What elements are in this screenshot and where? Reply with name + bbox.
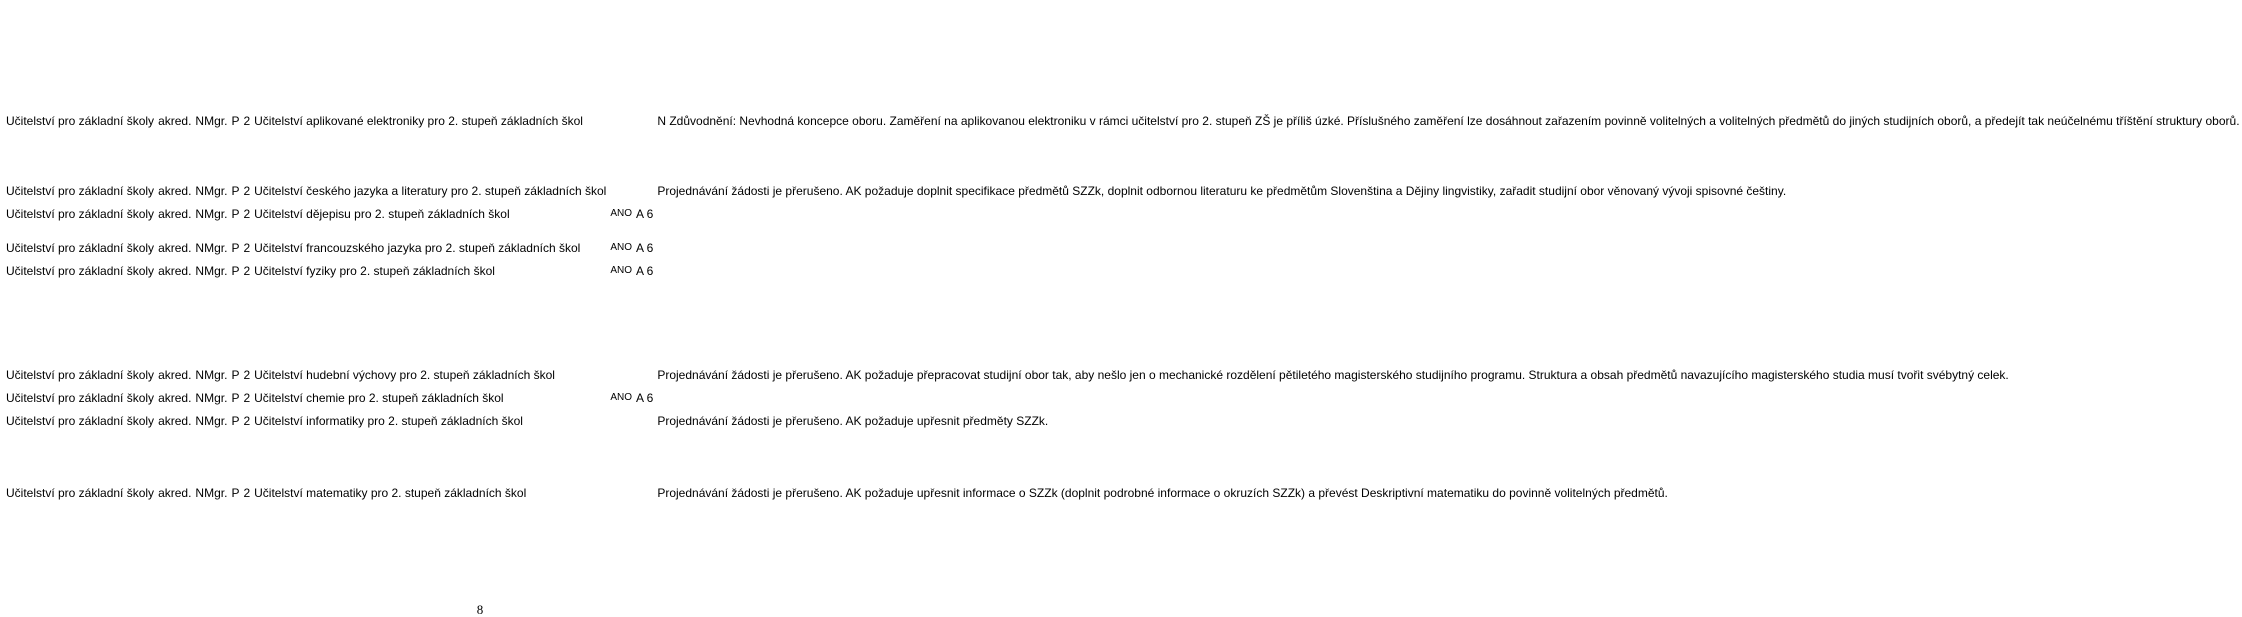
decision-cell	[608, 278, 634, 382]
table-row	[4, 128, 2242, 198]
accreditation-type-cell: akred.	[158, 184, 192, 198]
table-row	[4, 221, 2242, 255]
study-length-cell: 2	[243, 207, 251, 221]
accreditation-term-cell	[634, 428, 655, 500]
table-row	[4, 382, 2242, 405]
accreditation-type-cell: akred.	[158, 241, 192, 255]
table-row	[4, 198, 2242, 221]
study-length-cell: 2	[243, 241, 251, 255]
accreditation-type-cell: akred.	[158, 391, 192, 405]
study-form-cell: P	[231, 184, 240, 198]
page-number: 8	[476, 602, 484, 617]
study-length-cell: 2	[243, 391, 251, 405]
commission-note-cell	[655, 382, 2241, 405]
accreditation-type-cell: akred.	[158, 114, 192, 128]
study-program-cell: Učitelství pro základní školy	[6, 114, 155, 128]
study-field-cell: Učitelství informatiky pro 2. stupeň základních škol	[254, 414, 523, 428]
degree-cell: NMgr.	[195, 391, 228, 405]
accreditation-term-cell: A 6	[635, 391, 654, 405]
commission-note-cell	[655, 221, 2241, 255]
commission-note-cell: Projednávání žádosti je přerušeno. AK požaduje doplnit specifikace předmětů SZZk, doplnit odbornou literaturu ke předmětům Slovenština a Dějiny lingvistiky, zařadit studijní obor věnovaný vývoji spisovné češtiny.	[657, 184, 1787, 198]
study-field-cell: Učitelství fyziky pro 2. stupeň základních škol	[254, 264, 495, 278]
commission-note-cell: Projednávání žádosti je přerušeno. AK požaduje přepracovat studijní obor tak, aby nešlo jen o mechanické rozdělení pětiletého magisterského studijního programu. Struktura a obsah předmětů navazujícího magisterského studia musí tvořit svébytný celek.	[657, 368, 2009, 382]
degree-cell: NMgr.	[195, 241, 228, 255]
study-form-cell: P	[231, 241, 240, 255]
study-program-cell: Učitelství pro základní školy	[6, 368, 155, 382]
degree-cell: NMgr.	[195, 486, 228, 500]
study-length-cell: 2	[243, 368, 251, 382]
study-field-cell: Učitelství chemie pro 2. stupeň základních škol	[254, 391, 504, 405]
study-field-cell: Učitelství matematiky pro 2. stupeň základních škol	[254, 486, 527, 500]
commission-note-cell: Projednávání žádosti je přerušeno. AK požaduje upřesnit předměty SZZk.	[657, 414, 1049, 428]
study-program-cell: Učitelství pro základní školy	[6, 207, 155, 221]
study-length-cell: 2	[243, 486, 251, 500]
commission-note-cell: Projednávání žádosti je přerušeno. AK požaduje upřesnit informace o SZZk (doplnit podrobné informace o okruzích SZZk) a převést Deskriptivní matematiku do povinně volitelných předmětů.	[657, 486, 1668, 500]
accreditation-term-cell: A 6	[635, 264, 654, 278]
accreditation-table	[4, 0, 2242, 500]
accreditation-term-cell	[634, 278, 655, 382]
study-form-cell: P	[231, 486, 240, 500]
study-form-cell: P	[231, 414, 240, 428]
study-field-cell: Učitelství dějepisu pro 2. stupeň základních škol	[254, 207, 510, 221]
accreditation-term-cell	[634, 0, 655, 128]
accreditation-type-cell: akred.	[158, 207, 192, 221]
study-program-cell: Učitelství pro základní školy	[6, 264, 155, 278]
table-row	[4, 405, 2242, 428]
decision-cell: ANO	[610, 208, 632, 219]
table-row	[4, 0, 2242, 128]
accreditation-type-cell: akred.	[158, 414, 192, 428]
commission-note-cell: N Zdůvodnění: Nevhodná koncepce oboru. Zaměření na aplikovanou elektroniku v rámci učitelství pro 2. stupeň ZŠ je příliš úzké. Příslušného zaměření lze dosáhnout zařazením povinně volitelných a volitelných předmětů do jiných studijních oborů, a předejít tak neúčelnému tříštění struktury oborů.	[657, 114, 2240, 128]
degree-cell: NMgr.	[195, 207, 228, 221]
commission-note-cell	[655, 255, 2241, 278]
accreditation-type-cell: akred.	[158, 368, 192, 382]
table-row	[4, 255, 2242, 278]
study-form-cell: P	[231, 391, 240, 405]
table-row	[4, 278, 2242, 382]
accreditation-term-cell	[634, 405, 655, 428]
accreditation-type-cell: akred.	[158, 486, 192, 500]
study-field-cell: Učitelství aplikované elektroniky pro 2. stupeň základních škol	[254, 114, 583, 128]
decision-cell: ANO	[610, 242, 632, 253]
decision-cell	[608, 128, 634, 198]
accreditation-term-cell: A 6	[635, 241, 654, 255]
study-length-cell: 2	[243, 414, 251, 428]
decision-cell	[608, 405, 634, 428]
accreditation-term-cell: A 6	[635, 207, 654, 221]
study-field-cell: Učitelství českého jazyka a literatury pro 2. stupeň základních škol	[254, 184, 607, 198]
decision-cell	[608, 0, 634, 128]
degree-cell: NMgr.	[195, 184, 228, 198]
degree-cell: NMgr.	[195, 264, 228, 278]
degree-cell: NMgr.	[195, 368, 228, 382]
study-program-cell: Učitelství pro základní školy	[6, 414, 155, 428]
study-length-cell: 2	[243, 264, 251, 278]
table-row	[4, 428, 2242, 500]
study-field-cell: Učitelství hudební výchovy pro 2. stupeň základních škol	[254, 368, 555, 382]
study-program-cell: Učitelství pro základní školy	[6, 486, 155, 500]
study-form-cell: P	[231, 114, 240, 128]
study-form-cell: P	[231, 264, 240, 278]
study-form-cell: P	[231, 368, 240, 382]
study-length-cell: 2	[243, 184, 251, 198]
commission-note-cell	[655, 198, 2241, 221]
degree-cell: NMgr.	[195, 414, 228, 428]
study-length-cell: 2	[243, 114, 251, 128]
study-form-cell: P	[231, 207, 240, 221]
study-program-cell: Učitelství pro základní školy	[6, 241, 155, 255]
degree-cell: NMgr.	[195, 114, 228, 128]
decision-cell	[608, 428, 634, 500]
decision-cell: ANO	[610, 265, 632, 276]
study-program-cell: Učitelství pro základní školy	[6, 184, 155, 198]
study-field-cell: Učitelství francouzského jazyka pro 2. stupeň základních škol	[254, 241, 581, 255]
decision-cell: ANO	[610, 392, 632, 403]
accreditation-type-cell: akred.	[158, 264, 192, 278]
study-program-cell: Učitelství pro základní školy	[6, 391, 155, 405]
accreditation-term-cell	[634, 128, 655, 198]
